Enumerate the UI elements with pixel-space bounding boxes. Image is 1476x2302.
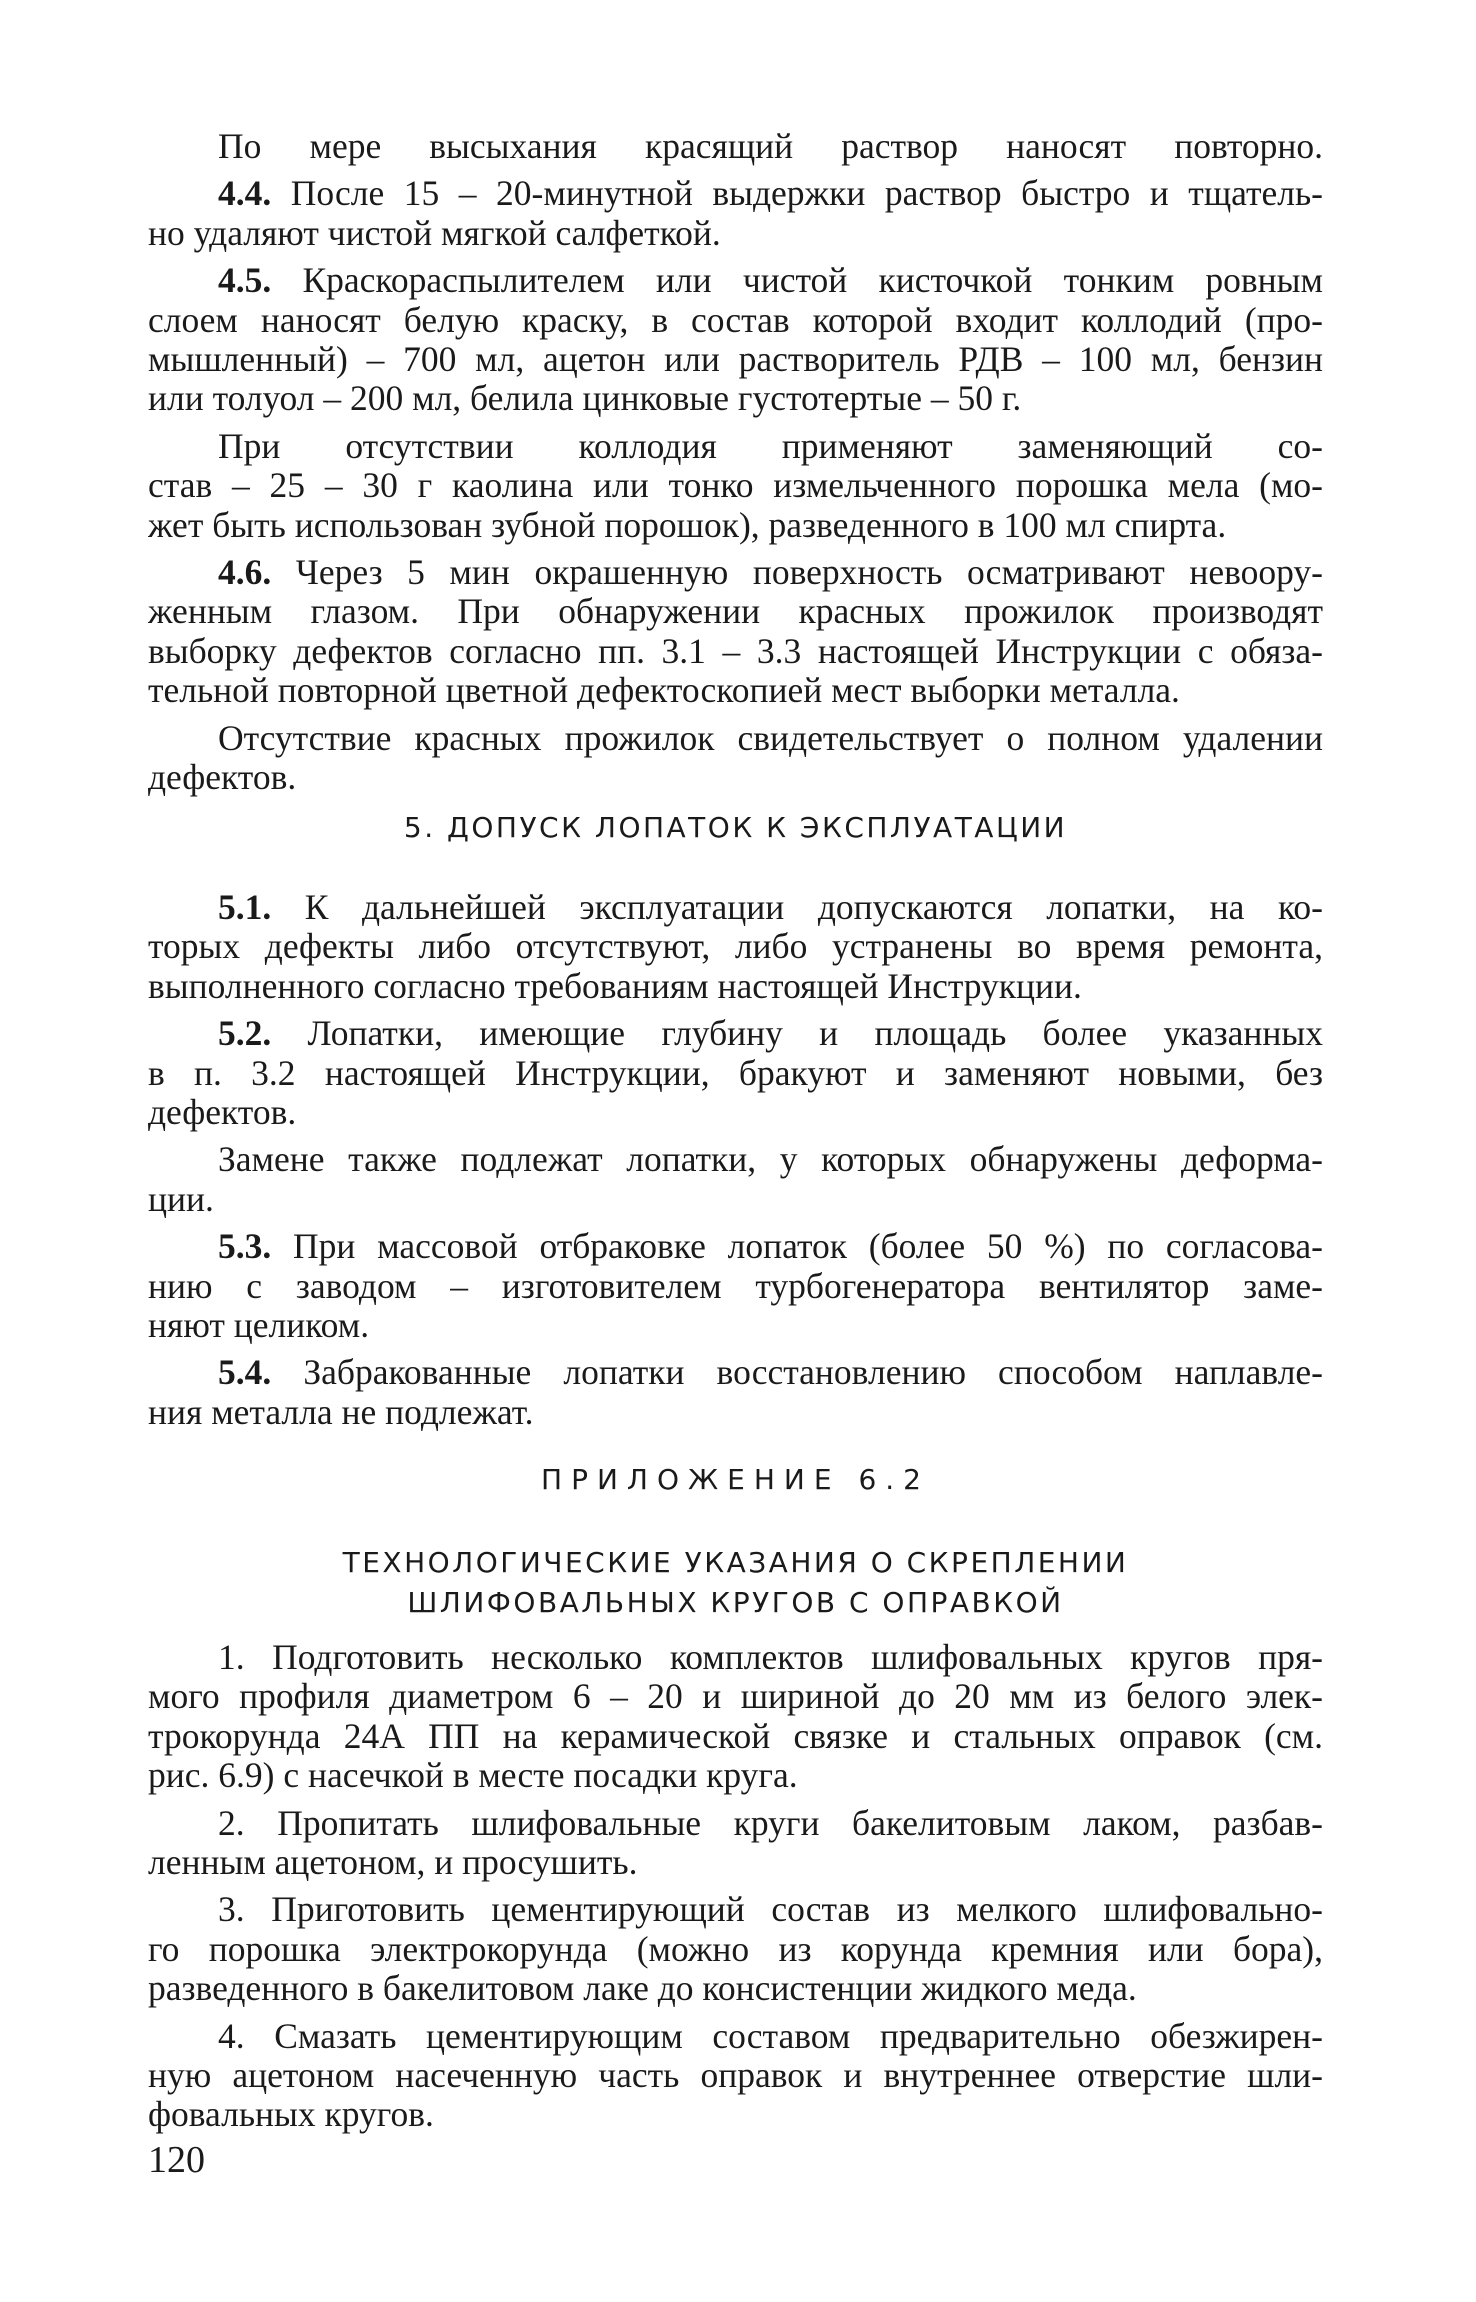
- line-text: выборку дефектов согласно пп. 3.1 – 3.3 настоящей Инструкции с обяза-: [148, 631, 1323, 671]
- section-4-text: [148, 127, 1323, 798]
- text-line: [148, 1306, 1323, 1345]
- text-line: [148, 1014, 1323, 1053]
- line-text: или толуол – 200 мл, белила цинковые густотертые – 50 г.: [148, 379, 1022, 419]
- line-text: Забракованные лопатки восстановлению способом наплавле-: [271, 1353, 1323, 1393]
- text-line: [148, 379, 1323, 418]
- line-text: трокорунда 24А ПП на керамической связке и стальных оправок (см.: [148, 1716, 1323, 1756]
- line-text: разведенного в бакелитовом лаке до консистенции жидкого меда.: [148, 1969, 1137, 2009]
- text-line: [148, 2017, 1323, 2056]
- line-text: После 15 – 20-минутной выдержки раствор быстро и тщатель-: [271, 174, 1323, 214]
- line-text: женным глазом. При обнаружении красных прожилок производят: [148, 592, 1323, 632]
- line-text: Лопатки, имеющие глубину и площадь более указанных: [271, 1014, 1323, 1054]
- text-line: [148, 1267, 1323, 1306]
- clause-number: 5.2.: [218, 1014, 272, 1054]
- line-text: го порошка электрокорунда (можно из корунда кремния или бора),: [148, 1929, 1323, 1969]
- line-text: нию с заводом – изготовителем турбогенератора вентилятор заме-: [148, 1266, 1323, 1306]
- text-line: [148, 719, 1323, 758]
- text-line: [148, 1890, 1323, 1929]
- line-text: но удаляют чистой мягкой салфеткой.: [148, 213, 721, 253]
- text-line: [148, 1093, 1323, 1132]
- text-line: [148, 553, 1323, 592]
- text-line: [148, 758, 1323, 797]
- text-line: [148, 2056, 1323, 2095]
- line-text: 3. Приготовить цементирующий состав из мелкого шлифовально-: [218, 1890, 1323, 1930]
- text-line: [148, 466, 1323, 505]
- text-line: [148, 127, 1323, 166]
- text-line: [148, 1756, 1323, 1795]
- line-text: торых дефекты либо отсутствуют, либо устранены во время ремонта,: [148, 927, 1323, 967]
- line-text: ленным ацетоном, и просушить.: [148, 1843, 638, 1883]
- line-text: фовальных кругов.: [148, 2095, 434, 2135]
- text-line: [148, 261, 1323, 300]
- text-line: [148, 1843, 1323, 1882]
- text-line: [148, 671, 1323, 710]
- section-5-heading-wrap: [148, 808, 1323, 848]
- line-text: Краскораспылителем или чистой кисточкой тонким ровным: [271, 261, 1323, 301]
- line-text: тельной повторной цветной дефектоскопией мест выборки металла.: [148, 671, 1180, 711]
- text-line: [148, 888, 1323, 927]
- line-text: дефектов.: [148, 1093, 297, 1133]
- line-text: ции.: [148, 1179, 214, 1219]
- appendix-label: ПРИЛОЖЕНИЕ 6.2: [541, 1463, 930, 1496]
- text-line: [148, 214, 1323, 253]
- line-text: мышленный) – 700 мл, ацетон или растворитель РДВ – 100 мл, бензин: [148, 340, 1323, 380]
- text-line: [148, 967, 1323, 1006]
- text-line: [148, 592, 1323, 631]
- page-number: 120: [148, 2139, 205, 2181]
- line-text: При массовой отбраковке лопаток (более 50 %) по согласова-: [271, 1227, 1323, 1267]
- line-text: 4. Смазать цементирующим составом предварительно обезжирен-: [218, 2016, 1323, 2056]
- text-line: [148, 927, 1323, 966]
- line-text: По мере высыхания красящий раствор наносят повторно.: [218, 127, 1323, 166]
- line-text: 2. Пропитать шлифовальные круги бакелитовым лаком, разбав-: [218, 1803, 1323, 1843]
- line-text: в п. 3.2 настоящей Инструкции, бракуют и заменяют новыми, без: [148, 1053, 1323, 1093]
- line-text: став – 25 – 30 г каолина или тонко измельченного порошка мела (мо-: [148, 466, 1323, 506]
- text-line: [148, 1393, 1323, 1432]
- clause-number: 5.3.: [218, 1227, 272, 1267]
- appendix-title-line-1: ТЕХНОЛОГИЧЕСКИЕ УКАЗАНИЯ О СКРЕПЛЕНИИ: [342, 1546, 1129, 1579]
- text-line: [148, 174, 1323, 213]
- text-line: [148, 1969, 1323, 2008]
- text-line: [148, 506, 1323, 545]
- clause-number: 4.4.: [218, 174, 272, 214]
- text-line: [148, 1140, 1323, 1179]
- line-text: выполненного согласно требованиям настоящей Инструкции.: [148, 966, 1082, 1006]
- line-text: К дальнейшей эксплуатации допускаются лопатки, на ко-: [271, 888, 1323, 927]
- appendix-text: [148, 1638, 1323, 2135]
- section-5-text: [148, 888, 1323, 1432]
- text-line: [148, 427, 1323, 466]
- text-line: [148, 301, 1323, 340]
- line-text: 1. Подготовить несколько комплектов шлифовальных кругов пря-: [218, 1638, 1323, 1677]
- text-line: [148, 1930, 1323, 1969]
- line-text: Через 5 мин окрашенную поверхность осматривают невоору-: [271, 553, 1323, 593]
- section-heading: 5. ДОПУСК ЛОПАТОК К ЭКСПЛУАТАЦИИ: [403, 811, 1068, 844]
- text-line: [148, 1677, 1323, 1716]
- clause-number: 5.1.: [218, 888, 272, 927]
- line-text: ния металла не подлежат.: [148, 1392, 534, 1432]
- line-text: рис. 6.9) с насечкой в месте посадки круга.: [148, 1756, 798, 1796]
- clause-number: 4.5.: [218, 261, 272, 301]
- text-line: [148, 1227, 1323, 1266]
- line-text: слоем наносят белую краску, в состав которой входит коллодий (про-: [148, 300, 1323, 340]
- line-text: жет быть использован зубной порошок), разведенного в 100 мл спирта.: [148, 505, 1227, 545]
- line-text: Замене также подлежат лопатки, у которых обнаружены деформа-: [218, 1140, 1323, 1180]
- line-text: ную ацетоном насеченную часть оправок и внутреннее отверстие шли-: [148, 2056, 1323, 2096]
- text-line: [148, 340, 1323, 379]
- text-line: [148, 1180, 1323, 1219]
- line-text: дефектов.: [148, 758, 297, 798]
- clause-number: 4.6.: [218, 553, 272, 593]
- text-line: [148, 632, 1323, 671]
- text-line: [148, 1717, 1323, 1756]
- clause-number: 5.4.: [218, 1353, 272, 1393]
- text-line: [148, 1353, 1323, 1392]
- line-text: При отсутствии коллодия применяют заменяющий со-: [218, 426, 1323, 466]
- text-line: [148, 1638, 1323, 1677]
- appendix-header: [148, 1460, 1323, 1623]
- text-line: [148, 1054, 1323, 1093]
- line-text: Отсутствие красных прожилок свидетельствует о полном удалении: [218, 718, 1323, 758]
- line-text: няют целиком.: [148, 1306, 370, 1346]
- line-text: мого профиля диаметром 6 – 20 и шириной до 20 мм из белого элек-: [148, 1677, 1323, 1717]
- appendix-title-line-2: ШЛИФОВАЛЬНЫХ КРУГОВ С ОПРАВКОЙ: [407, 1586, 1064, 1619]
- text-line: [148, 2095, 1323, 2134]
- text-line: [148, 1804, 1323, 1843]
